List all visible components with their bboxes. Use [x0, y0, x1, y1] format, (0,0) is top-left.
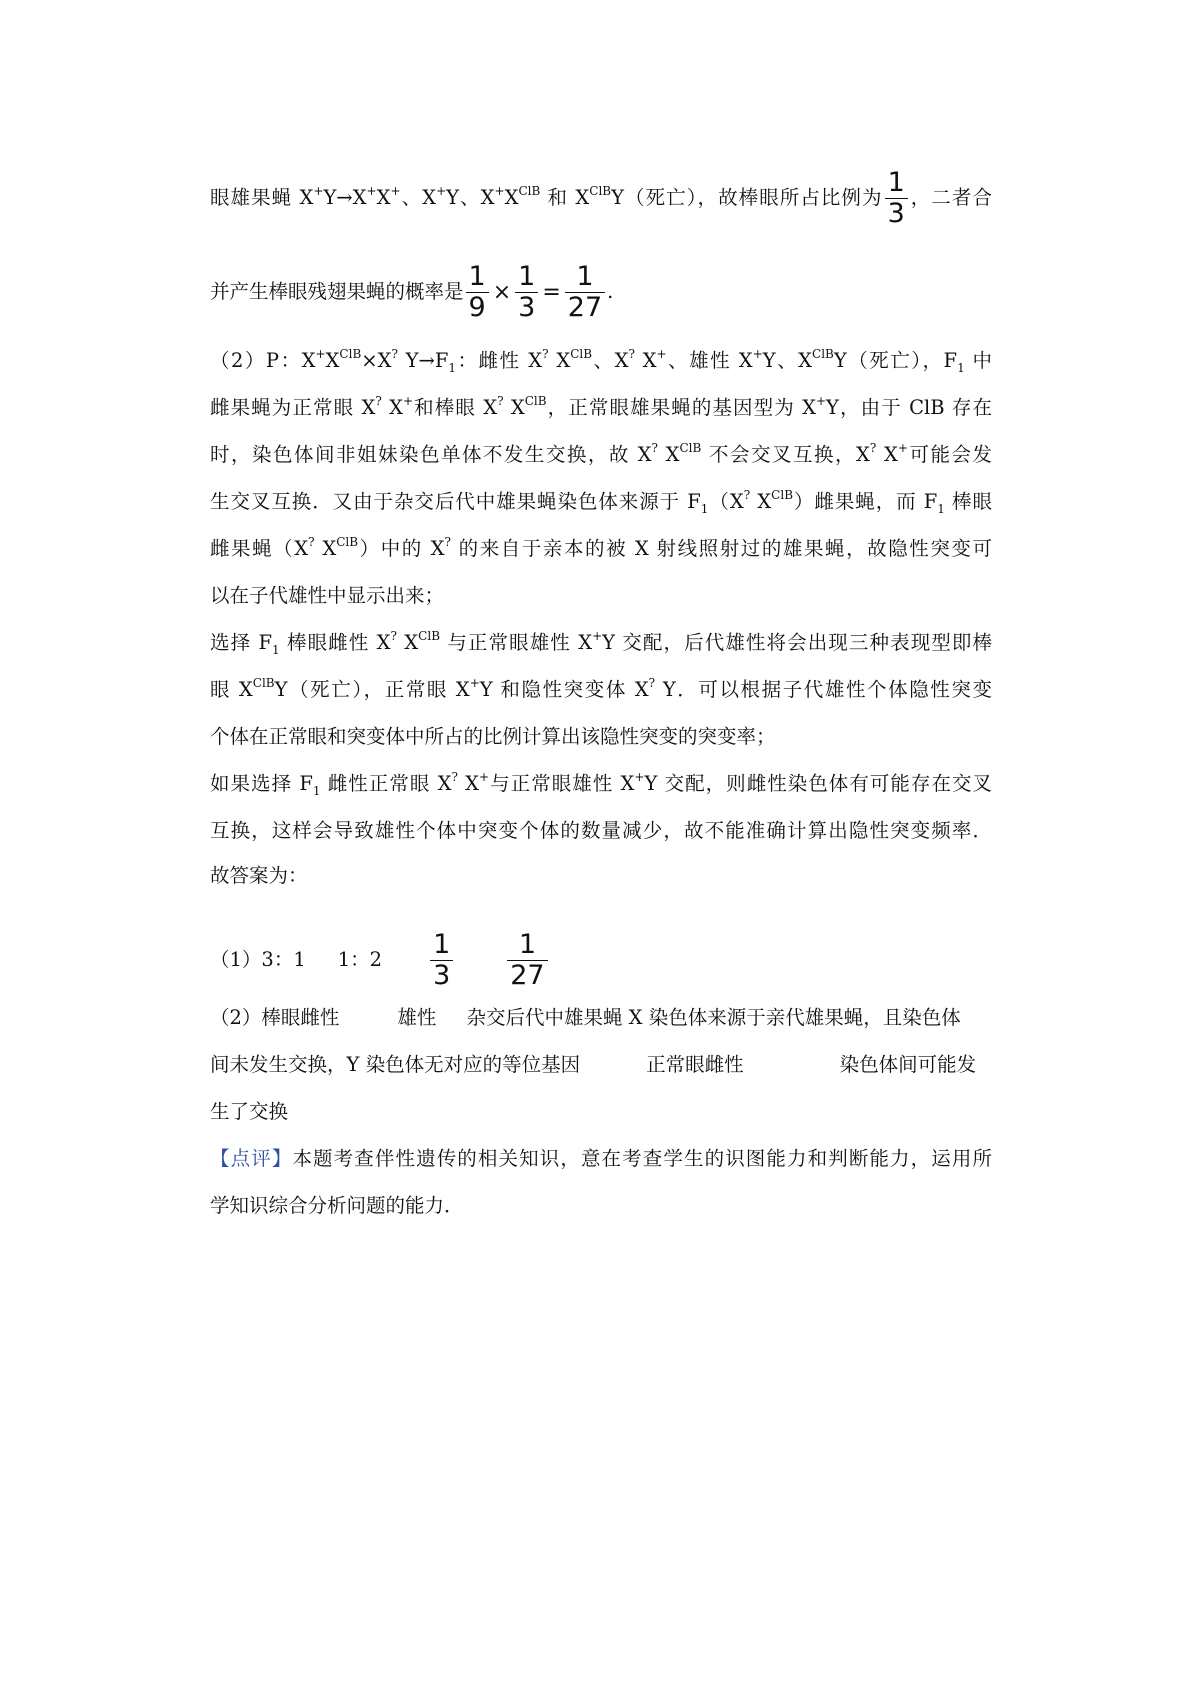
fraction-one-third: $\frac{1}{3}$ — [515, 262, 538, 323]
answer-line-11: 个体在正常眼和突变体中所占的比例计算出该隐性突变的突变率； — [210, 725, 776, 748]
answer-line-6: 生交叉互换．又由于杂交后代中雄果蝇染色体来源于 $F_1(X^?$ $X^{ClB}$）雌果蝇，而 $F_1$ 棒眼 — [210, 488, 992, 516]
answer-part-1: （1）3：1 1：2 $\frac{1}{3}$ $\frac{1}{27}$ — [210, 930, 992, 991]
fraction-one-ninth: $\frac{1}{9}$ — [466, 262, 489, 323]
answer-line-2: 并产生棒眼残翅果蝇的概率是 $\frac{1}{9}$ × $\frac{1}{3}$ = $\frac{1}{27}$ . — [210, 261, 614, 323]
fraction-one-third: $\frac{1}{3}$ — [430, 930, 453, 991]
answer-line-8: 以在子代雄性中显示出来； — [210, 584, 445, 607]
answer-line-12: 如果选择 $F_1$ 雌性正常眼 X? X+与正常眼雄性 X+Y 交配，则雌性染色体有可能存在交叉 — [210, 770, 992, 798]
answer-line-5: 时，染色体间非姐妹染色单体不发生交换，故 X? $X^{ClB}$ 不会交叉互换，X? X+可能会发 — [210, 441, 992, 466]
answer-line-10: 眼 $X^{ClB}Y$（死亡），正常眼 X+Y 和隐性突变体 X? Y．可以根据子代雄性个体隐性突变 — [210, 676, 992, 701]
comment-tag: 【点评】 — [210, 1147, 293, 1170]
fraction-one-twentyseventh: $\frac{1}{27}$ — [507, 930, 547, 991]
answer-line-9: 选择 $F_1$ 棒眼雌性 X? $X^{ClB}$ 与正常眼雄性 X+Y 交配，后代雄性将会出现三种表现型即棒 — [210, 629, 993, 657]
answer-line-7: 雌果蝇（X? $X^{ClB}$）中的 X? 的来自于亲本的被 X 射线照射过的雄果蝇，故隐性突变可 — [210, 535, 992, 560]
answer-part-2-line-3: 生了交换 — [210, 1100, 289, 1123]
answer-line-13: 互换，这样会导致雄性个体中突变个体的数量减少，故不能准确计算出隐性突变频率． — [210, 819, 992, 842]
answer-heading: 故答案为： — [210, 864, 308, 887]
answer-part-2-line-2: 间未发生交换，Y 染色体无对应的等位基因 正常眼雌性 染色体间可能发 — [210, 1053, 977, 1076]
fraction-one-third: $\frac{1}{3}$ — [885, 168, 908, 229]
comment-line-1: 【点评】本题考查伴性遗传的相关知识，意在考查学生的识图能力和判断能力，运用所 — [210, 1147, 992, 1170]
fraction-one-twentyseventh: $\frac{1}{27}$ — [565, 262, 605, 323]
answer-part-2-line-1: （2）棒眼雌性 雄性 杂交后代中雄果蝇 X 染色体来源于亲代雄果蝇，且染色体 — [210, 1006, 961, 1029]
comment-line-2: 学知识综合分析问题的能力． — [210, 1194, 464, 1217]
answer-line-3: （2）P：$X^+X^{ClB}\times X^?$ $Y\to F_1$：雌性 X? $X^{ClB}$、X? X+、雄性 X+Y、$X^{ClB}Y$（死亡），$F_1$ 中 — [210, 347, 992, 375]
answer-line-4: 雌果蝇为正常眼 X? X+和棒眼 X? $X^{ClB}$，正常眼雄果蝇的基因型为 X+Y，由于 ClB 存在 — [210, 394, 992, 419]
answer-line-1: 眼雄果蝇 X+Y→X+X+、X+Y、$X^+X^{ClB}$ 和 $X^{ClB}Y$（死亡），故棒眼所占比例为 $\frac{1}{3}$ ，二者合 — [210, 167, 992, 229]
